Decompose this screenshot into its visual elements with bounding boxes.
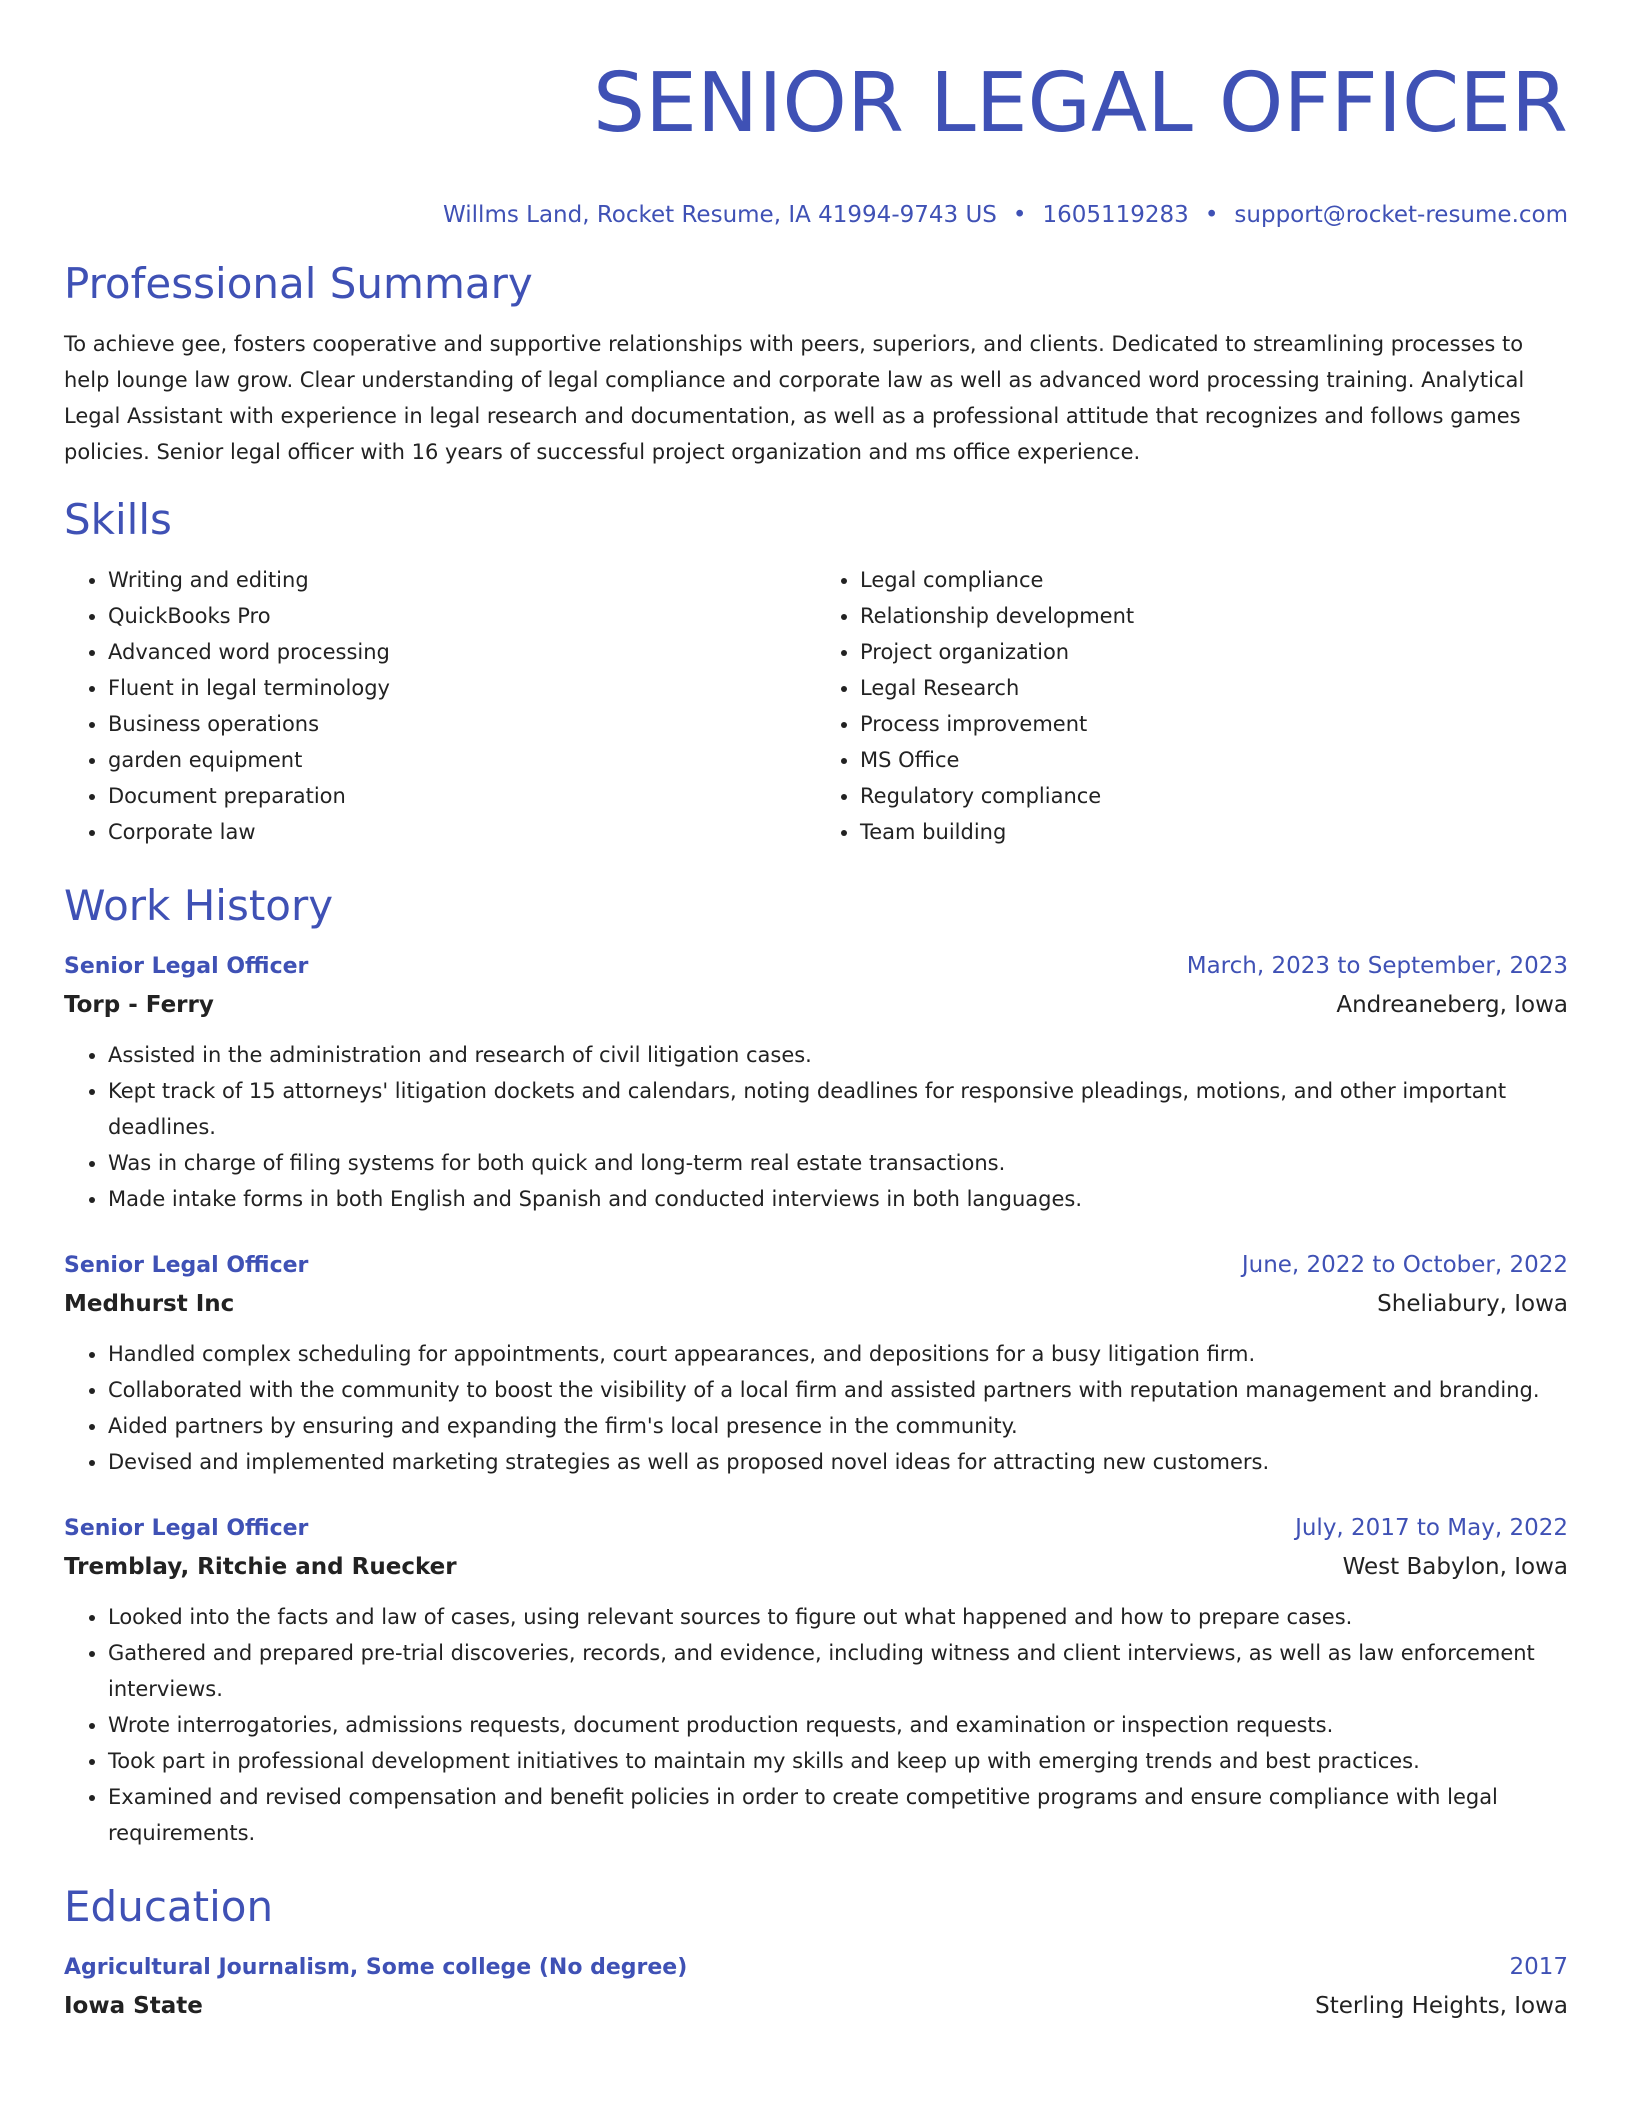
skills-columns xyxy=(64,562,1568,850)
contact-email: support@rocket-resume.com xyxy=(1234,202,1568,228)
education-year: 2017 xyxy=(1509,1954,1568,1980)
skills-section xyxy=(64,494,1568,850)
job-company: Tremblay, Ritchie and Ruecker xyxy=(64,1554,457,1580)
skill-item: • Project organization xyxy=(860,634,1568,670)
job-bullet: • Looked into the facts and law of cases, using relevant sources to figure out what happened and how to prepare cases. xyxy=(108,1599,1568,1635)
job-header xyxy=(64,1510,1568,1547)
skill-item: • Document preparation xyxy=(108,778,816,814)
job-title: Senior Legal Officer xyxy=(64,1516,309,1541)
skills-list-left xyxy=(64,562,816,850)
education-location: Sterling Heights, Iowa xyxy=(1315,1993,1568,2019)
skill-item: • MS Office xyxy=(860,742,1568,778)
job-subheader xyxy=(64,1284,1568,1324)
skills-heading: Skills xyxy=(64,495,172,544)
job-bullet: • Made intake forms in both English and Spanish and conducted interviews in both languages. xyxy=(108,1181,1568,1217)
job-entry xyxy=(64,1247,1568,1480)
job-bullet: • Handled complex scheduling for appointments, court appearances, and depositions for a busy litigation firm. xyxy=(108,1336,1568,1372)
education-subheader xyxy=(64,1986,1568,2026)
job-bullet: • Gathered and prepared pre-trial discoveries, records, and evidence, including witness and client interviews, as well as law enforcement interviews. xyxy=(108,1635,1568,1707)
job-location: Andreaneberg, Iowa xyxy=(1336,992,1568,1018)
education-header xyxy=(64,1949,1568,1986)
summary-text: To achieve gee, fosters cooperative and supportive relationships with peers, superiors, and clients. Dedicated to streamlining processes to help lounge law grow. Clear understanding of legal compliance and corporate law as well as advanced word processing training. Analytical Legal Assistant with experience in legal research and documentation, as well as a professional attitude that recognizes and follows games policies. Senior legal officer with 16 years of successful project organization and ms office experience. xyxy=(64,332,1525,464)
job-dates: June, 2022 to October, 2022 xyxy=(1241,1252,1568,1278)
job-location: Sheliabury, Iowa xyxy=(1377,1291,1568,1317)
education-degree: Agricultural Journalism, Some college (No degree) xyxy=(64,1955,688,1980)
job-entry xyxy=(64,948,1568,1217)
skill-item: • Process improvement xyxy=(860,706,1568,742)
job-bullet: • Took part in professional development initiatives to maintain my skills and keep up with emerging trends and best practices. xyxy=(108,1743,1568,1779)
job-bullets xyxy=(64,1599,1568,1851)
job-bullets xyxy=(64,1336,1568,1480)
job-bullet: • Collaborated with the community to boost the visibility of a local firm and assisted partners with reputation management and branding. xyxy=(108,1372,1568,1408)
skill-item: • Fluent in legal terminology xyxy=(108,670,816,706)
contact-line xyxy=(64,200,1568,230)
skill-item: • Corporate law xyxy=(108,814,816,850)
job-header xyxy=(64,1247,1568,1284)
education-heading: Education xyxy=(64,1882,274,1931)
skill-item: • Regulatory compliance xyxy=(860,778,1568,814)
contact-phone: 1605119283 xyxy=(1042,202,1189,228)
job-bullet: • Kept track of 15 attorneys' litigation dockets and calendars, noting deadlines for responsive pleadings, motions, and other important deadlines. xyxy=(108,1073,1568,1145)
contact-address: Willms Land, Rocket Resume, IA 41994-9743 US xyxy=(443,202,997,228)
summary-heading: Professional Summary xyxy=(64,259,533,308)
skill-item: • Advanced word processing xyxy=(108,634,816,670)
job-dates: July, 2017 to May, 2022 xyxy=(1295,1515,1568,1541)
skills-list-right xyxy=(816,562,1568,850)
job-title: Senior Legal Officer xyxy=(64,954,309,979)
resume-name: SENIOR LEGAL OFFICER xyxy=(593,56,1568,151)
job-company: Torp - Ferry xyxy=(64,992,214,1018)
resume-header xyxy=(64,0,1568,230)
skill-item: • Relationship development xyxy=(860,598,1568,634)
education-school: Iowa State xyxy=(64,1993,203,2019)
work-history-section xyxy=(64,880,1568,1851)
contact-separator: • xyxy=(1012,202,1027,228)
job-bullet: • Wrote interrogatories, admissions requests, document production requests, and examination or inspection requests. xyxy=(108,1707,1568,1743)
job-bullet: • Was in charge of filing systems for both quick and long-term real estate transactions. xyxy=(108,1145,1568,1181)
job-entry xyxy=(64,1510,1568,1851)
job-bullet: • Aided partners by ensuring and expanding the firm's local presence in the community. xyxy=(108,1408,1568,1444)
education-section xyxy=(64,1881,1568,2026)
job-company: Medhurst Inc xyxy=(64,1291,235,1317)
job-bullet: • Assisted in the administration and research of civil litigation cases. xyxy=(108,1037,1568,1073)
job-subheader xyxy=(64,985,1568,1025)
job-bullet: • Examined and revised compensation and benefit policies in order to create competitive programs and ensure compliance with legal requirements. xyxy=(108,1779,1568,1851)
job-subheader xyxy=(64,1547,1568,1587)
work-history-heading: Work History xyxy=(64,881,334,930)
summary-section xyxy=(64,258,1568,470)
skill-item: • Business operations xyxy=(108,706,816,742)
contact-separator: • xyxy=(1204,202,1219,228)
skill-item: • garden equipment xyxy=(108,742,816,778)
job-title: Senior Legal Officer xyxy=(64,1253,309,1278)
job-bullet: • Devised and implemented marketing strategies as well as proposed novel ideas for attracting new customers. xyxy=(108,1444,1568,1480)
skill-item: • Team building xyxy=(860,814,1568,850)
skill-item: • QuickBooks Pro xyxy=(108,598,816,634)
skill-item: • Legal Research xyxy=(860,670,1568,706)
skill-item: • Legal compliance xyxy=(860,562,1568,598)
job-header xyxy=(64,948,1568,985)
job-bullets xyxy=(64,1037,1568,1217)
job-dates: March, 2023 to September, 2023 xyxy=(1186,953,1568,979)
job-location: West Babylon, Iowa xyxy=(1342,1554,1568,1580)
skill-item: • Writing and editing xyxy=(108,562,816,598)
